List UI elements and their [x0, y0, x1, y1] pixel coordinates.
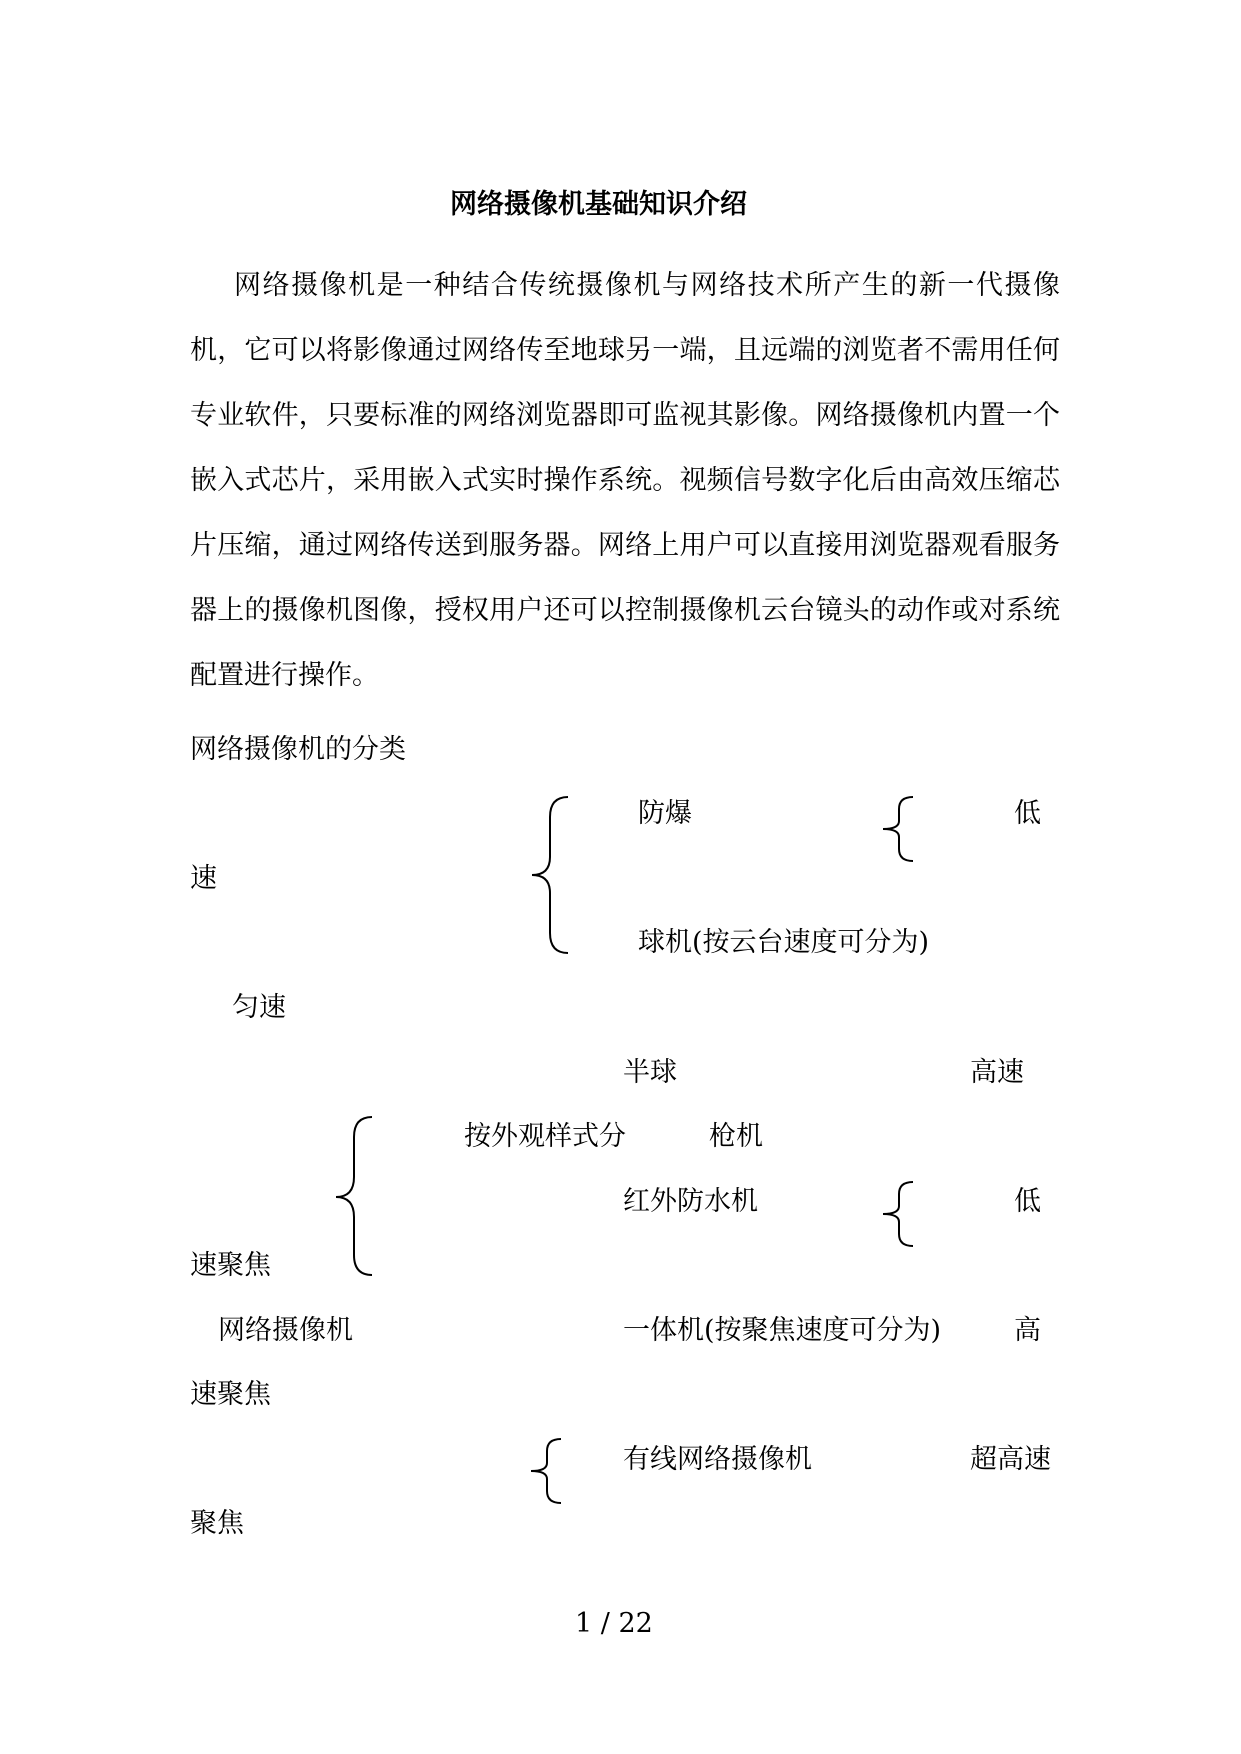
label-bullet-camera: 枪机 — [709, 1121, 763, 1152]
label-half-dome: 半球 — [623, 1057, 677, 1088]
label-high-speed: 高速 — [970, 1057, 1024, 1088]
label-uniform-speed: 匀速 — [232, 992, 286, 1023]
brace-focus-speed — [877, 1180, 922, 1250]
label-speed-focus: 速聚焦 — [190, 1250, 271, 1281]
label-by-appearance: 按外观样式分 — [464, 1121, 626, 1152]
label-dome-camera: 球机(按云台速度可分为) — [638, 927, 930, 958]
label-low-2: 低 — [1014, 1186, 1041, 1217]
intro-paragraph: 网络摄像机是一种结合传统摄像机与网络技术所产生的新一代摄像机，它可以将影像通过网络传至地球另一端，且远端的浏览者不需用任何专业软件，只要标准的网络浏览器即可监视其影像。网络摄像机内置一个嵌入式芯片，采用嵌入式实时操作系统。视频信号数字化后由高效压缩芯片压缩，通过网络传送到服务器。网络上用户可以直接用浏览器观看服务器上的摄像机图像，授权用户还可以控制摄像机云台镜头的动作或对系统配置进行操作。 — [190, 270, 1060, 691]
label-ir-waterproof: 红外防水机 — [623, 1186, 758, 1217]
page-title: 网络摄像机基础知识介绍 — [450, 189, 747, 220]
brace-connection-type — [525, 1437, 570, 1507]
label-explosion-proof: 防爆 — [638, 798, 692, 829]
brace-speed-upper — [877, 795, 922, 865]
label-wired-camera: 有线网络摄像机 — [623, 1444, 812, 1475]
label-low: 低 — [1014, 798, 1041, 829]
label-high: 高 — [1014, 1315, 1041, 1346]
label-integrated-camera: 一体机(按聚焦速度可分为) — [623, 1315, 942, 1346]
page-indicator: 1 / 22 — [575, 1608, 653, 1639]
brace-appearance-group — [334, 1115, 384, 1280]
section-heading: 网络摄像机的分类 — [190, 734, 406, 765]
brace-dome-group — [530, 795, 580, 955]
label-speed-focus-2: 速聚焦 — [190, 1379, 271, 1410]
label-ultra-high-speed: 超高速 — [970, 1444, 1051, 1475]
label-network-camera: 网络摄像机 — [218, 1315, 353, 1346]
label-focus: 聚焦 — [190, 1508, 244, 1539]
label-speed: 速 — [190, 863, 217, 894]
